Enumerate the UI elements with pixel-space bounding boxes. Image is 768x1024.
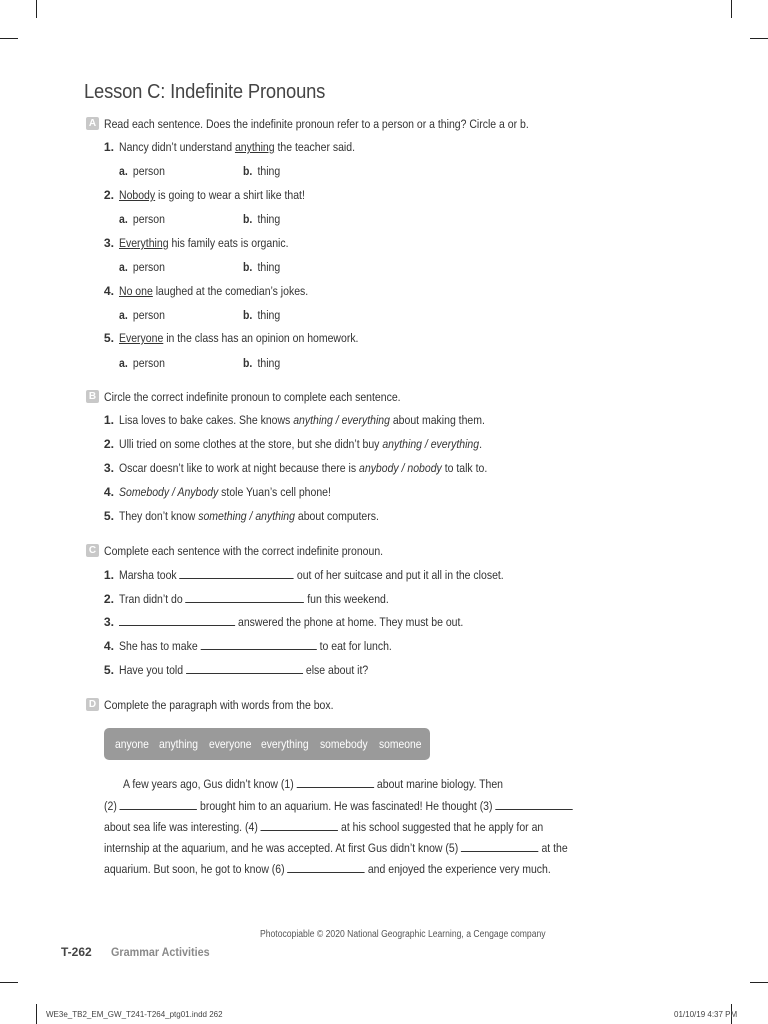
word-box-item: everything <box>261 737 309 751</box>
section-c: C Complete each sentence with the correct indefinite pronoun. 1. Marsha took out of her suitcase and put it all in the closet. 2. Tran didn’t do fun this weekend. 3. answered the phone at home. They must be out. 4. She has to make to eat for lunch. 5. Have you told else about it? <box>86 544 726 558</box>
section-d <box>86 698 726 712</box>
paragraph-line: about sea life was interesting. (4) at his school suggested that he apply for an <box>104 820 544 834</box>
crop-mark <box>731 0 732 18</box>
paragraph-line: aquarium. But soon, he got to know (6) and enjoyed the experience very much. <box>104 862 551 876</box>
section-b: B Circle the correct indefinite pronoun to complete each sentence. 1. Lisa loves to bake cakes. She knows anything / everything about making them. 2. Ulli tried on some clothes at the store, but she didn’t buy anything / everything. 3. Oscar doesn’t like to work at night because there is anybody / nobody to talk to. 4. Somebody / Anybody stole Yuan’s cell phone! 5. They don’t know something / anything about computers. <box>86 390 726 404</box>
section-instruction: Complete each sentence with the correct indefinite pronoun. <box>104 544 384 558</box>
crop-mark <box>36 1004 37 1024</box>
word-box-item: everyone <box>209 737 252 751</box>
answer-blank[interactable] <box>186 663 303 674</box>
word-box <box>104 728 430 760</box>
section-a <box>86 117 726 370</box>
item-number: 5. <box>103 331 114 345</box>
item-sentence: No one laughed at the comedian’s jokes. <box>119 284 309 298</box>
section-instruction: Read each sentence. Does the indefinite pronoun refer to a person or a thing? Circle a or b. <box>104 117 529 131</box>
file-slug: WE3e_TB2_EM_GW_T241-T264_ptg01.indd 262 <box>46 1010 223 1019</box>
item-number: 2. <box>103 188 114 202</box>
section-letter-badge: A <box>86 117 99 130</box>
answer-blank[interactable] <box>120 799 197 810</box>
answer-blank[interactable] <box>261 820 338 831</box>
option-a[interactable]: a. person <box>119 308 165 322</box>
item-number: 3. <box>103 236 114 250</box>
option-b[interactable]: b. thing <box>243 212 281 226</box>
section-letter-badge: C <box>86 544 99 557</box>
option-b[interactable]: b. thing <box>243 356 281 370</box>
item-number: 1. <box>103 140 114 154</box>
answer-blank[interactable] <box>186 592 305 603</box>
item-sentence: Everything his family eats is organic. <box>119 236 289 250</box>
answer-blank[interactable] <box>180 568 294 579</box>
answer-blank[interactable] <box>495 799 572 810</box>
paragraph-line: A few years ago, Gus didn’t know (1) about marine biology. Then <box>123 777 503 791</box>
pronoun-choice[interactable]: anything / everything <box>382 437 480 451</box>
page-title: Lesson C: Indefinite Pronouns <box>84 81 326 103</box>
paragraph-line: internship at the aquarium, and he was accepted. At first Gus didn’t know (5) at the <box>104 841 568 855</box>
answer-blank[interactable] <box>297 777 374 788</box>
option-a[interactable]: a. person <box>119 212 165 226</box>
page-section-label: Grammar Activities <box>111 945 210 959</box>
item-sentence: Everyone in the class has an opinion on homework. <box>119 331 359 345</box>
pronoun-choice[interactable]: anything / everything <box>293 413 390 427</box>
section-letter-badge: D <box>86 698 99 711</box>
section-instruction: Circle the correct indefinite pronoun to complete each sentence. <box>104 390 401 404</box>
copyright-notice: Photocopiable © 2020 National Geographic Learning, a Cengage company <box>260 929 546 940</box>
item-number: 4. <box>103 284 114 298</box>
option-b[interactable]: b. thing <box>243 308 281 322</box>
section-letter-badge: B <box>86 390 99 403</box>
pronoun-choice[interactable]: something / anything <box>198 509 295 523</box>
answer-blank[interactable] <box>288 862 365 873</box>
word-box-item: someone <box>379 737 422 751</box>
word-box-item: anyone <box>115 737 149 751</box>
crop-mark <box>750 982 768 983</box>
option-b[interactable]: b. thing <box>243 260 281 274</box>
option-a[interactable]: a. person <box>119 164 165 178</box>
answer-blank[interactable] <box>461 841 538 852</box>
option-b[interactable]: b. thing <box>243 164 281 178</box>
paragraph-line: (2) brought him to an aquarium. He was fascinated! He thought (3) <box>104 799 573 813</box>
item-sentence: Nancy didn’t understand anything the teacher said. <box>119 140 355 154</box>
pronoun-choice[interactable]: Somebody / Anybody <box>119 485 219 499</box>
pronoun-choice[interactable]: anybody / nobody <box>359 461 442 475</box>
crop-mark <box>750 38 768 39</box>
crop-mark <box>0 38 18 39</box>
word-box-item: anything <box>159 737 199 751</box>
item-sentence: Nobody is going to wear a shirt like that! <box>119 188 305 202</box>
page-number: T-262 <box>61 945 92 959</box>
answer-blank[interactable] <box>119 615 235 626</box>
crop-mark <box>0 982 18 983</box>
option-a[interactable]: a. person <box>119 260 165 274</box>
answer-blank[interactable] <box>201 639 317 650</box>
option-a[interactable]: a. person <box>119 356 165 370</box>
section-instruction: Complete the paragraph with words from the box. <box>104 698 334 712</box>
print-timestamp: 01/10/19 4:37 PM <box>674 1010 738 1019</box>
crop-mark <box>36 0 37 18</box>
word-box-item: somebody <box>320 737 368 751</box>
